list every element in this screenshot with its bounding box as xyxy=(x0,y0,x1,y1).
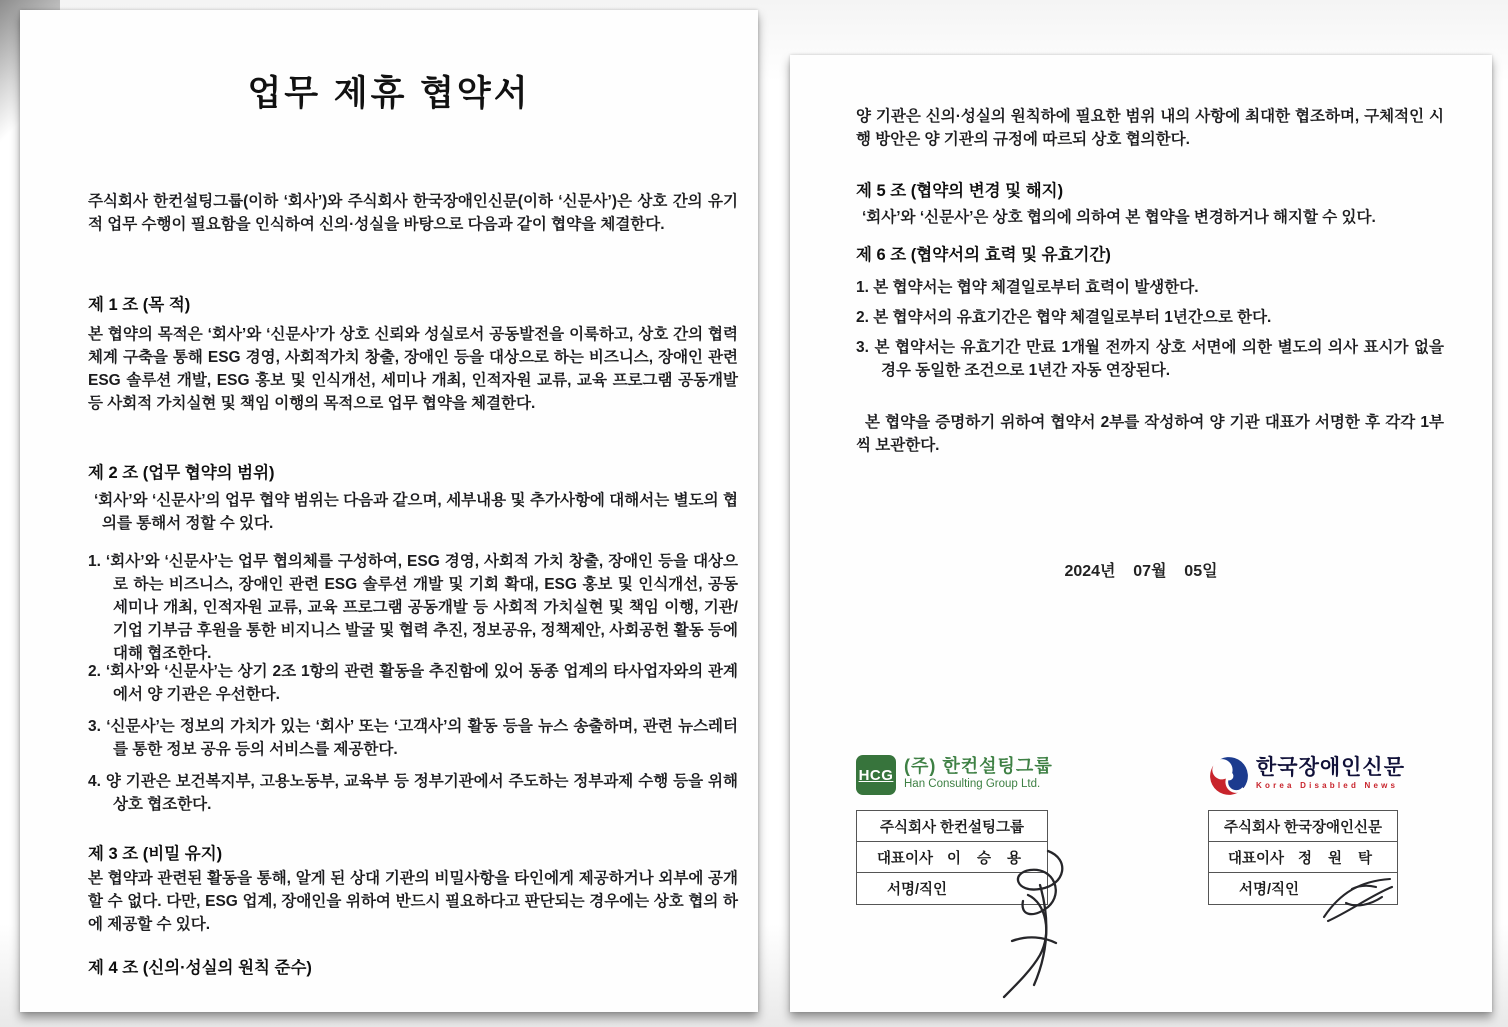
company-name: 주식회사 한컨설팅그룹 xyxy=(879,819,1025,836)
hcg-logo-korean-name: (주) 한컨설팅그룹 xyxy=(904,756,1053,776)
article-1-heading: 제 1 조 (목 적) xyxy=(88,296,191,314)
document-page-2 xyxy=(790,55,1492,1012)
sign-label: 서명/직인 xyxy=(1239,882,1300,898)
article-2-intro: ‘회사’와 ‘신문사’의 업무 협약 범위는 다음과 같으며, 세부내용 및 추가사항에 대해서는 별도의 협의를 통해서 정할 수 있다. xyxy=(94,492,738,532)
article-3-heading: 제 3 조 (비밀 유지) xyxy=(88,845,223,863)
hcg-company-logo xyxy=(856,755,1053,795)
ceo-name: 이 승 용 xyxy=(946,850,1028,867)
news-logo-english-name: Korea Disabled News xyxy=(1256,781,1399,790)
taegeuk-swirl-icon xyxy=(1208,755,1250,797)
news-logo-korean-name: 한국장애인신문 xyxy=(1256,756,1406,779)
signature-ceo-news xyxy=(1318,873,1398,925)
article-2-heading: 제 2 조 (업무 협약의 범위) xyxy=(88,464,275,482)
article-2-item-4: 4. 양 기관은 보건복지부, 고용노동부, 교육부 등 정부기관에서 주도하는 정부과제 수행 등을 위해 상호 협조한다. xyxy=(88,773,738,813)
signature-ceo-hcg xyxy=(988,845,1076,1003)
article-4-heading: 제 4 조 (신의·성실의 원칙 준수) xyxy=(88,959,312,977)
table-row-ceo xyxy=(1209,842,1397,873)
article-6-item-3: 3. 본 협약서는 유효기간 만료 1개월 전까지 상호 서면에 의한 별도의 의사 표시가 없을 경우 동일한 조건으로 1년간 자동 연장된다. xyxy=(856,339,1444,379)
news-company-logo xyxy=(1208,755,1405,797)
document-title: 업무 제휴 협약서 xyxy=(247,74,531,113)
document-page-1 xyxy=(20,10,758,1012)
article-2-item-3: 3. ‘신문사’는 정보의 가치가 있는 ‘회사’ 또는 ‘고객사’의 활동 등을 뉴스 송출하며, 관련 뉴스레터를 통한 정보 공유 등의 서비스를 제공한다. xyxy=(88,718,738,758)
article-6-heading: 제 6 조 (협약서의 효력 및 유효기간) xyxy=(856,246,1111,264)
article-4-body: 양 기관은 신의·성실의 원칙하에 필요한 범위 내의 사항에 최대한 협조하며, 구체적인 시행 방안은 양 기관의 규정에 따르되 상호 협의한다. xyxy=(856,108,1444,148)
table-row-company xyxy=(1209,811,1397,842)
company-name: 주식회사 한국장애인신문 xyxy=(1223,819,1383,836)
hcg-logo-icon xyxy=(856,755,896,795)
article-1-body: 본 협약의 목적은 ‘회사’와 ‘신문사’가 상호 신뢰와 성실로서 공동발전을 이룩하고, 상호 간의 협력체계 구축을 통해 ESG 경영, 사회적가치 창출, 장애인 등을 대상으로 하는 비즈니스, 장애인 관련 ESG 솔루션 개발, ESG 홍보 및 인식개선, 세미나 개최, 인적자원 교류, 교육 프로그램 공동개발 등 사회적 가치실현 및 책임 이행의 목적으로 업무 협약을 체결한다. xyxy=(88,326,738,412)
article-5-body: ‘회사’와 ‘신문사’은 상호 협의에 의하여 본 협약을 변경하거나 해지할 수 있다. xyxy=(862,209,1376,226)
article-3-body: 본 협약과 관련된 활동을 통해, 알게 된 상대 기관의 비밀사항을 타인에게 제공하거나 외부에 공개할 수 없다. 다만, ESG 업계, 장애인을 위하여 반드시 필요하다고 판단되는 경우에는 상호 협의 하에 제공할 수 있다. xyxy=(88,870,738,933)
table-row-company xyxy=(857,811,1047,842)
sign-label: 서명/직인 xyxy=(887,882,948,898)
article-2-item-2: 2. ‘회사’와 ‘신문사’는 상기 2조 1항의 관련 활동을 추진함에 있어 동종 업계의 타사업자와의 관계에서 양 기관은 우선한다. xyxy=(88,663,738,703)
ceo-label: 대표이사 xyxy=(876,850,933,867)
article-6-item-2: 2. 본 협약서의 유효기간은 협약 체결일로부터 1년간으로 한다. xyxy=(856,309,1272,326)
hcg-logo-english-name: Han Consulting Group Ltd. xyxy=(904,778,1041,790)
closing-statement: 본 협약을 증명하기 위하여 협약서 2부를 작성하여 양 기관 대표가 서명한 후 각각 1부씩 보관한다. xyxy=(856,414,1444,454)
article-5-heading: 제 5 조 (협약의 변경 및 해지) xyxy=(856,182,1064,200)
article-6-item-1: 1. 본 협약서는 협약 체결일로부터 효력이 발생한다. xyxy=(856,279,1199,296)
intro-paragraph: 주식회사 한컨설팅그룹(이하 ‘회사’)와 주식회사 한국장애인신문(이하 ‘신문사’)은 상호 간의 유기적 업무 수행이 필요함을 인식하여 신의·성실을 바탕으로 다음과 같이 협약을 체결한다. xyxy=(88,193,738,233)
article-2-item-1: 1. ‘회사’와 ‘신문사’는 업무 협의체를 구성하여, ESG 경영, 사회적 가치 창출, 장애인 등을 대상으로 하는 비즈니스, 장애인 관련 ESG 솔루션 개발 및 기회 확대, ESG 홍보 및 인식개선, 공동 세미나 개최, 인적자원 교류, 교육 프로그램 공동개발 등 사회적 가치실현 및 책임 이행, 기관/기업 기부금 후원을 통한 비지니스 발굴 및 협력 추진, 정보공유, 정책제안, 사회공헌 활동 등에 대해 협조한다. xyxy=(88,553,738,662)
ceo-name: 정 원 탁 xyxy=(1297,850,1379,867)
hcg-logo-abbr: HCG xyxy=(858,766,894,784)
ceo-label: 대표이사 xyxy=(1227,850,1284,867)
agreement-date: 2024년 07월 05일 xyxy=(1064,563,1218,580)
